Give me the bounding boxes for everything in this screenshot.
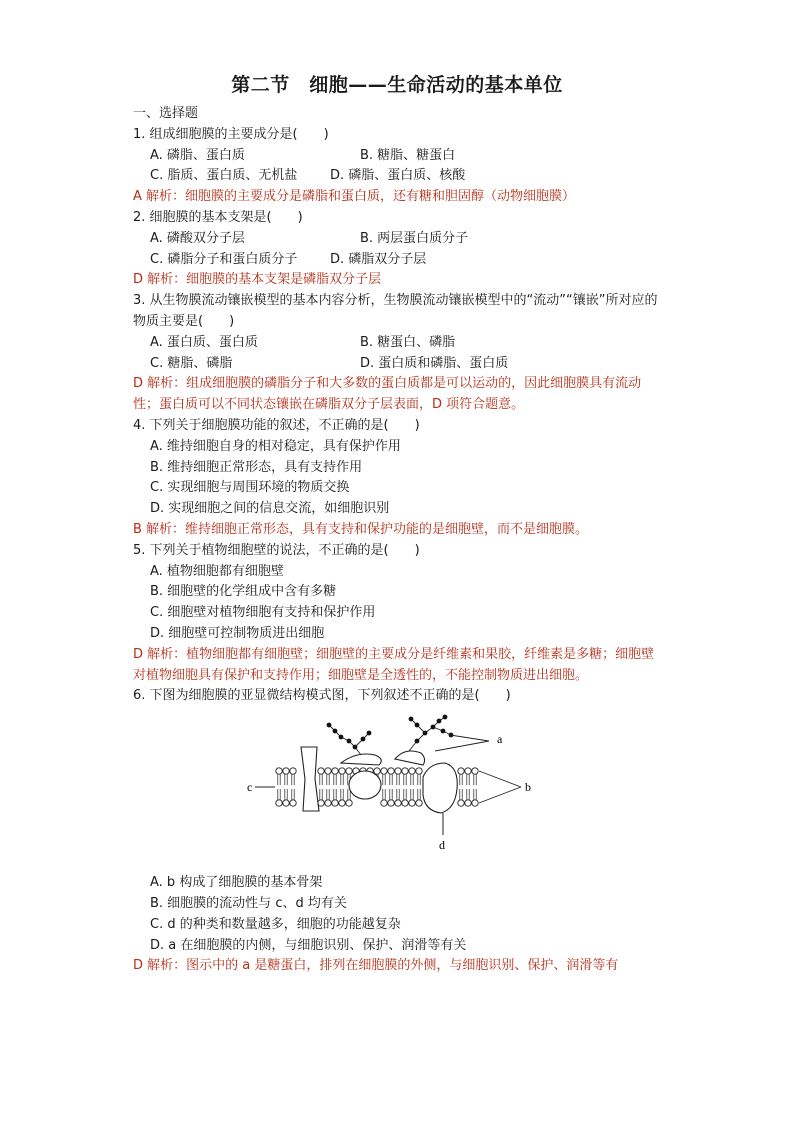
label-a: a (497, 732, 503, 747)
option-row (133, 146, 663, 167)
option-row (133, 229, 663, 250)
lipid-head (346, 768, 352, 774)
question-stem: 4. 下列关于细胞膜功能的叙述，不正确的是( ) (133, 417, 420, 433)
sugar-unit (327, 723, 332, 728)
question-stem: 2. 细胞膜的基本支架是( ) (133, 209, 303, 225)
question-stem: 1. 组成细胞膜的主要成分是( ) (133, 126, 329, 142)
lipid-head (339, 800, 345, 806)
option-d: D. a 在细胞膜的内侧，与细胞识别、保护、润滑等有关 (150, 937, 467, 953)
lipid-head (458, 800, 464, 806)
question-3 (133, 291, 663, 416)
lipid-head (402, 800, 408, 806)
sugar-unit (333, 729, 338, 734)
lipid-head (283, 768, 289, 774)
section-heading: 一、选择题 (133, 106, 199, 121)
option-a: A. 磷酸双分子层 (150, 230, 245, 246)
membrane-diagram (133, 707, 663, 873)
answer-explanation: D 解析：图示中的 a 是糖蛋白，排列在细胞膜的外侧，与细胞识别、保护、润滑等有 (133, 958, 619, 974)
question-stem: 5. 下列关于植物细胞壁的说法，不正确的是( ) (133, 542, 420, 558)
label-c: c (247, 780, 253, 795)
lipid-head (381, 800, 387, 806)
lipid-head (332, 768, 338, 774)
lipid-head (332, 800, 338, 806)
answer-explanation: D 解析：细胞膜的基本支架是磷脂双分子层 (133, 272, 382, 288)
glycoprotein-chains (327, 715, 454, 755)
option-a: A. 维持细胞自身的相对稳定，具有保护作用 (150, 438, 401, 454)
sugar-unit (415, 723, 420, 728)
lipid-head (388, 768, 394, 774)
lipid-head (346, 800, 352, 806)
sugar-unit (437, 719, 442, 724)
sugar-unit (409, 717, 414, 722)
option-c: C. d 的种类和数量越多，细胞的功能越复杂 (150, 916, 401, 932)
option-row (133, 333, 663, 354)
lipid-head (472, 768, 478, 774)
option-b: B. 细胞膜的流动性与 c、d 均有关 (150, 895, 347, 911)
lipid-head (409, 768, 415, 774)
option-b: B. 两层蛋白质分子 (360, 230, 469, 246)
surface-protein (395, 751, 425, 765)
cell-membrane-illustration (245, 707, 545, 867)
option-d: D. 蛋白质和磷脂、蛋白质 (360, 355, 509, 371)
option-row (133, 166, 663, 187)
transmembrane-protein (301, 747, 319, 811)
question-1 (133, 125, 663, 208)
option-c: C. 磷脂分子和蛋白质分子 (150, 251, 298, 267)
option-d: D. 磷脂双分子层 (330, 251, 427, 267)
option-a: A. b 构成了细胞膜的基本骨架 (150, 875, 323, 891)
lipid-head (465, 800, 471, 806)
option-b: B. 糖脂、糖蛋白 (360, 147, 456, 163)
lipid-head (409, 800, 415, 806)
lipid-head (325, 800, 331, 806)
lipid-head (290, 800, 296, 806)
sugar-unit (361, 737, 366, 742)
question-5 (133, 541, 663, 687)
option-b: B. 细胞壁的化学组成中含有多糖 (150, 584, 337, 600)
option-a: A. 植物细胞都有细胞壁 (150, 563, 284, 579)
answer-explanation: D 解析：组成细胞膜的磷脂分子和大多数的蛋白质都是可以运动的，因此细胞膜具有流动性；蛋白质可以不同状态镶嵌在磷脂双分子层表面，D 项符合题意。 (133, 376, 642, 413)
option-row (133, 354, 663, 375)
page-title: 第二节 细胞——生命活动的基本单位 (231, 74, 563, 96)
option-a: A. 磷脂、蛋白质 (150, 147, 245, 163)
option-c: C. 脂质、蛋白质、无机盐 (150, 168, 298, 184)
option-b: B. 糖蛋白、磷脂 (360, 334, 456, 350)
lipid-head (416, 768, 422, 774)
sugar-unit (347, 739, 352, 744)
lipid-head (402, 768, 408, 774)
lipid-head (318, 768, 324, 774)
lipid-head (395, 800, 401, 806)
lipid-head (395, 768, 401, 774)
answer-explanation: B 解析：维持细胞正常形态，具有支持和保护功能的是细胞壁，而不是细胞膜。 (133, 521, 589, 537)
protein-d (423, 763, 457, 813)
sugar-unit (415, 739, 420, 744)
option-d: D. 实现细胞之间的信息交流，如细胞识别 (150, 501, 390, 517)
option-row (133, 250, 663, 271)
lipid-head (465, 768, 471, 774)
option-d: D. 细胞壁可控制物质进出细胞 (150, 625, 325, 641)
question-2 (133, 208, 663, 291)
answer-explanation: D 解析：植物细胞都有细胞壁；细胞壁的主要成分是纤维素和果胶，纤维素是多糖；细胞壁对植物细胞具有保护和支持作用；细胞壁是全透性的，不能控制物质进出细胞。 (133, 646, 655, 683)
label-d: d (439, 838, 445, 853)
question-stem: 3. 从生物膜流动镶嵌模型的基本内容分析，生物膜流动镶嵌模型中的“流动”“镶嵌”所对应的物质主要是( ) (133, 293, 658, 329)
option-c: C. 实现细胞与周围环境的物质交换 (150, 480, 350, 496)
lipid-head (381, 768, 387, 774)
lipid-head (276, 768, 282, 774)
lipid-head (283, 800, 289, 806)
option-d: D. 磷脂、蛋白质、核酸 (330, 168, 466, 184)
option-c: C. 细胞壁对植物细胞有支持和保护作用 (150, 605, 376, 621)
sugar-unit (367, 731, 372, 736)
lipid-head (325, 768, 331, 774)
question-list (133, 104, 663, 977)
question-6 (133, 686, 663, 977)
option-b: B. 维持细胞正常形态，具有支持作用 (150, 459, 363, 475)
label-b: b (525, 780, 531, 795)
lipid-head (388, 800, 394, 806)
lipid-head (416, 800, 422, 806)
question-stem: 6. 下图为细胞膜的亚显微结构模式图，下列叙述不正确的是( ) (133, 688, 511, 704)
option-a: A. 蛋白质、蛋白质 (150, 334, 258, 350)
lipid-head (339, 768, 345, 774)
surface-protein (341, 754, 381, 765)
lipid-head (290, 768, 296, 774)
sugar-unit (339, 735, 344, 740)
sugar-unit (441, 729, 446, 734)
lipid-head (472, 800, 478, 806)
sugar-unit (443, 715, 448, 720)
lipid-head (458, 768, 464, 774)
answer-explanation: A 解析：细胞膜的主要成分是磷脂和蛋白质，还有糖和胆固醇（动物细胞膜） (133, 189, 576, 205)
lipid-head (276, 800, 282, 806)
embedded-protein (349, 771, 381, 799)
option-c: C. 糖脂、磷脂 (150, 355, 233, 371)
question-4 (133, 416, 663, 541)
